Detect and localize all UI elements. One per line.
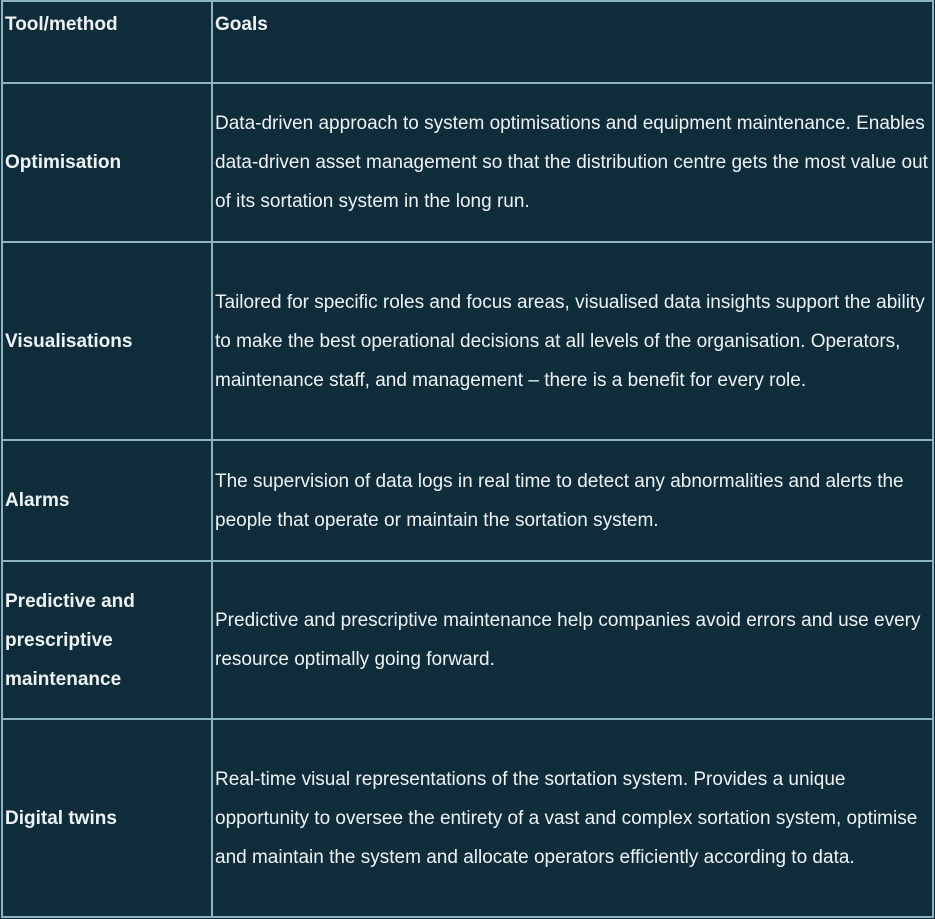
tool-cell: Alarms [2,440,212,561]
header-goals: Goals [212,1,933,83]
table-row [2,719,933,917]
goals-cell: Tailored for specific roles and focus areas, visualised data insights support the ability to make the best operational decisions at all levels of the organisation. Operators, maintenance staff, and management – there is a benefit for every role. [212,242,933,440]
tool-cell: Visualisations [2,242,212,440]
goals-cell: Data-driven approach to system optimisations and equipment maintenance. Enables data-driven asset management so that the distribution centre gets the most value out of its sortation system in the long run. [212,83,933,242]
tool-cell: Predictive and prescriptive maintenance [2,561,212,719]
tool-cell: Digital twins [2,719,212,917]
table-header-row [2,1,933,83]
table-row [2,242,933,440]
tools-goals-table [1,0,934,918]
goals-cell: Real-time visual representations of the sortation system. Provides a unique opportunity to oversee the entirety of a vast and complex sortation system, optimise and maintain the system and allocate operators efficiently according to data. [212,719,933,917]
table-row [2,561,933,719]
goals-cell: The supervision of data logs in real time to detect any abnormalities and alerts the people that operate or maintain the sortation system. [212,440,933,561]
table-row [2,440,933,561]
goals-cell: Predictive and prescriptive maintenance help companies avoid errors and use every resource optimally going forward. [212,561,933,719]
tool-cell: Optimisation [2,83,212,242]
table-row [2,83,933,242]
header-tool: Tool/method [2,1,212,83]
